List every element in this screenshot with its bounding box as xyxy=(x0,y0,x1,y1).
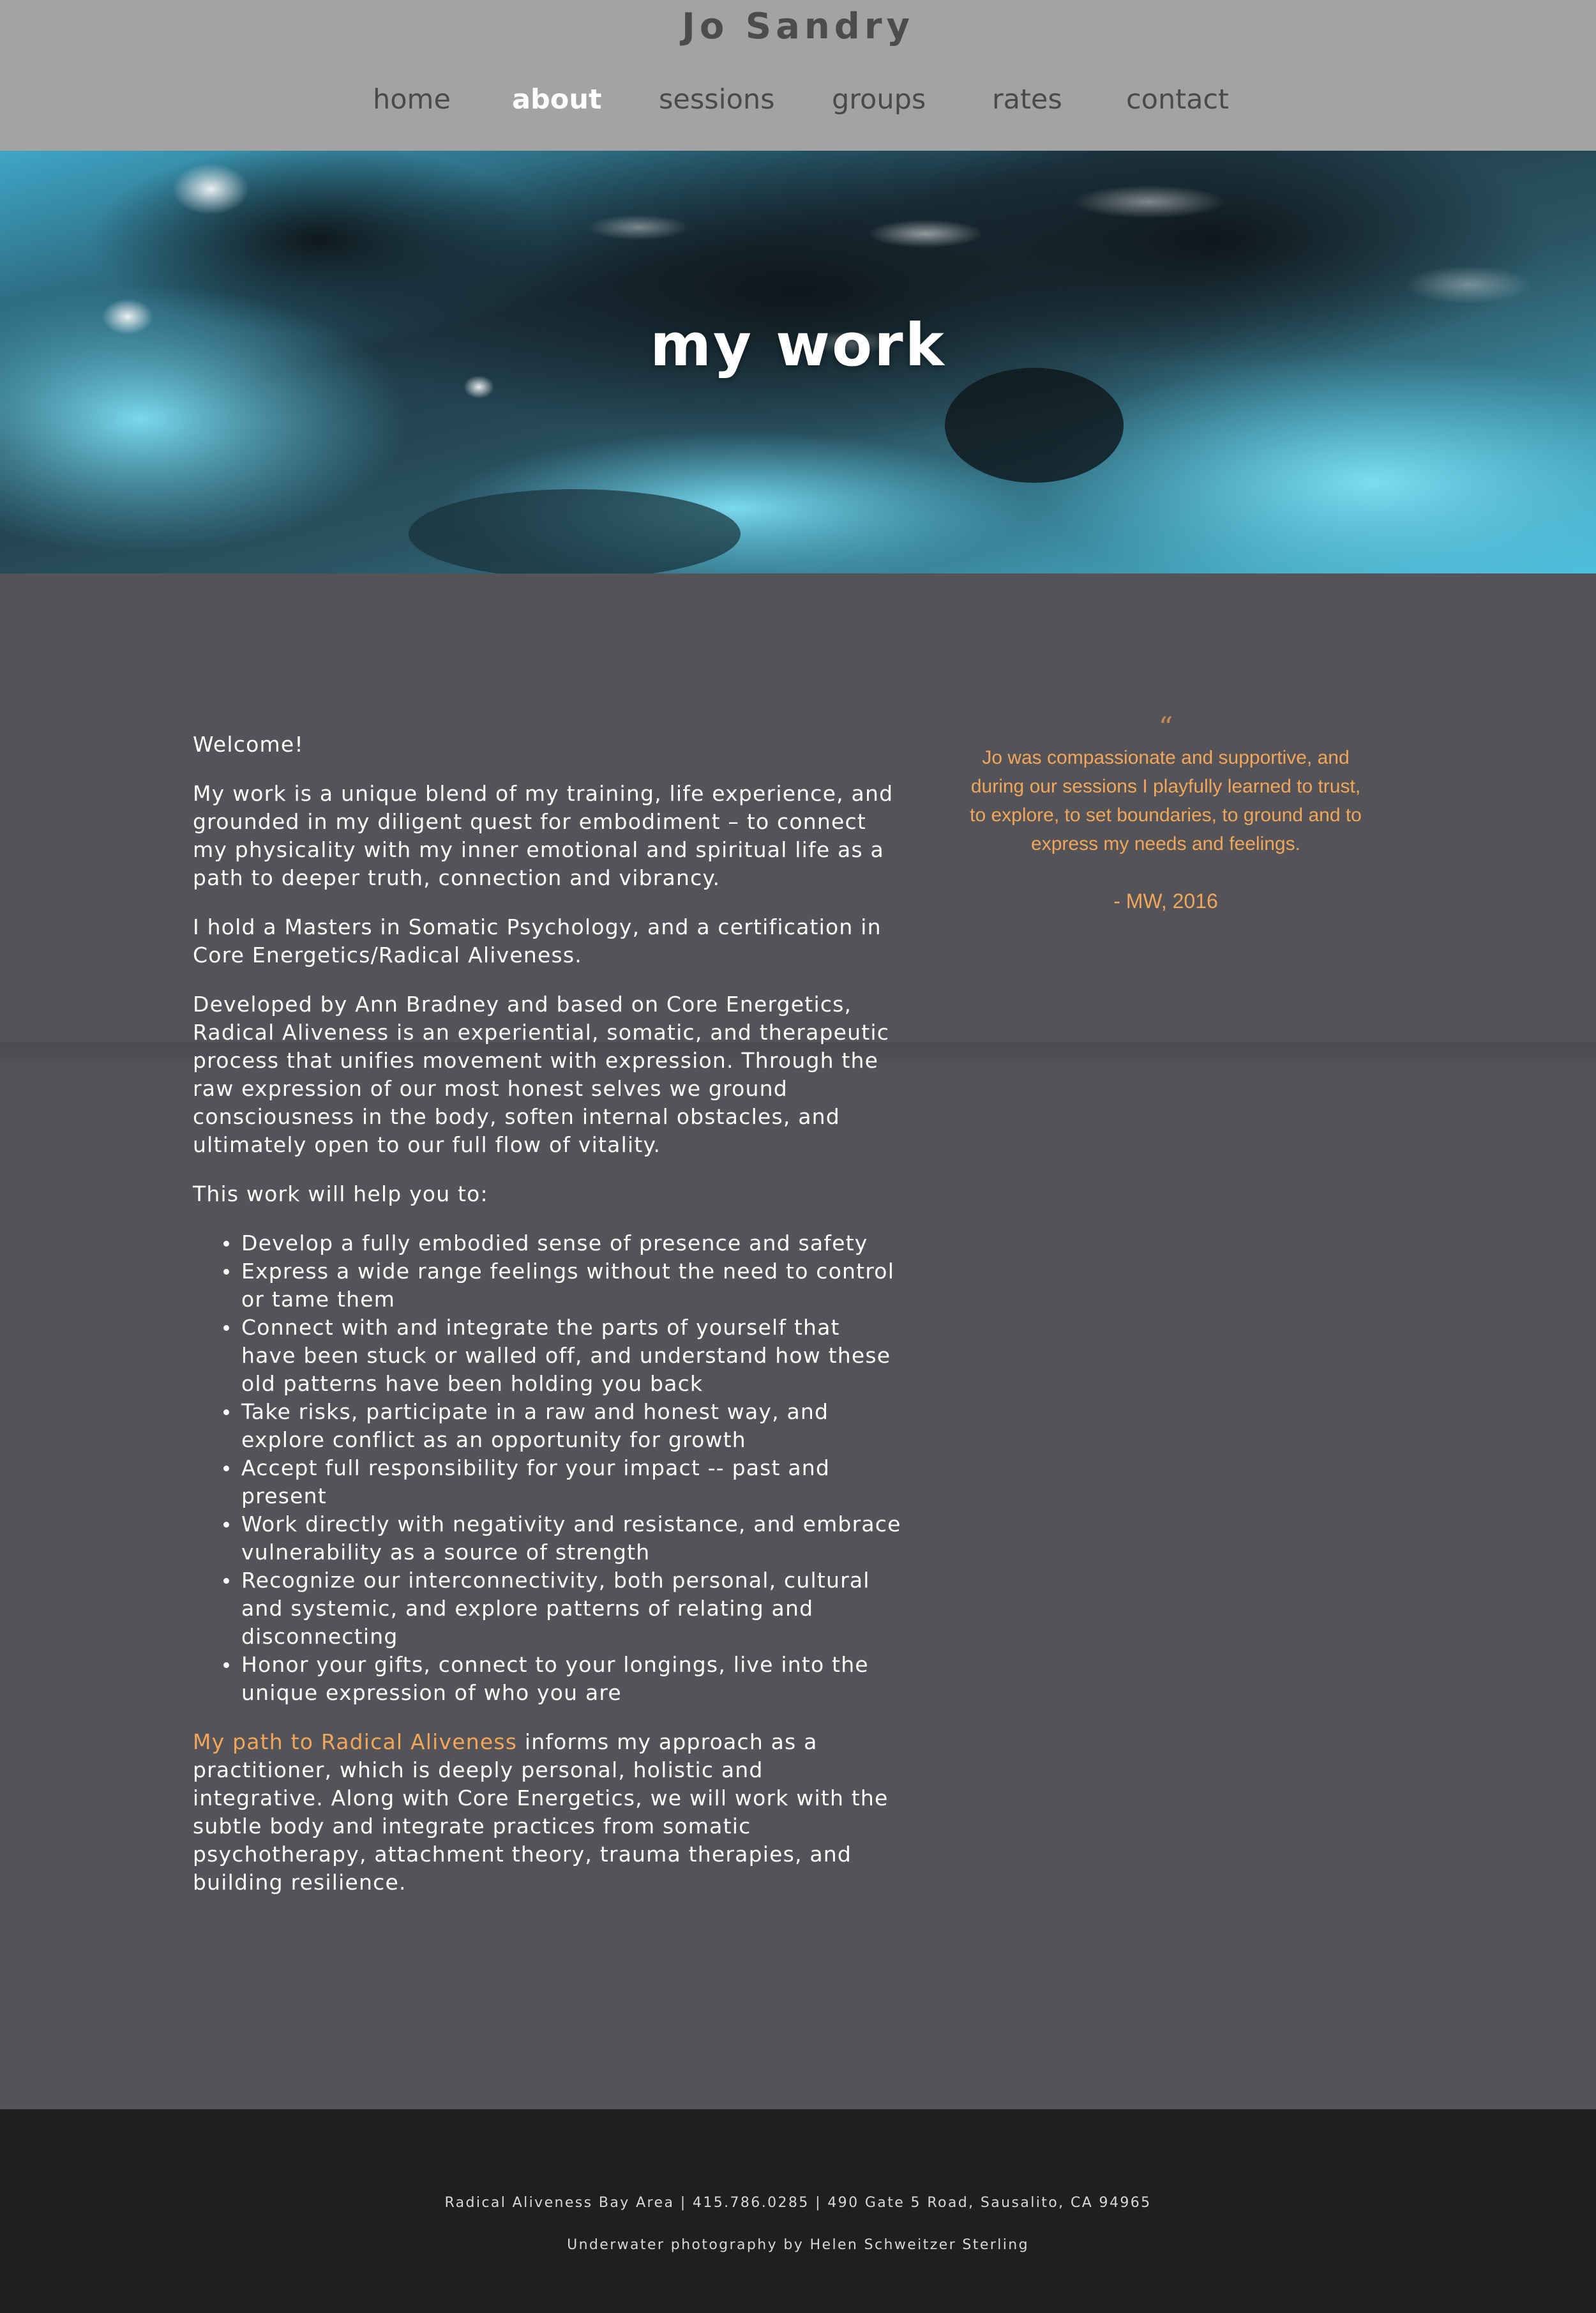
quote-mark-icon: “ xyxy=(1158,711,1173,744)
closing-text: informs my approach as a practitioner, which is deeply personal, holistic and integrative. Along with Core Energetics, we will work with the subtle body and integrate practices from somatic psychotherapy, attachment theory, trauma therapies, and building resilience. xyxy=(193,1729,889,1895)
hero-banner xyxy=(0,151,1596,573)
radical-aliveness-path-link[interactable]: My path to Radical Aliveness xyxy=(193,1729,518,1754)
list-item: Take risks, participate in a raw and honest way, and explore conflict as an opportunity for growth xyxy=(241,1398,901,1454)
nav-groups[interactable]: groups xyxy=(832,84,926,116)
list-item: Express a wide range feelings without the need to control or tame them xyxy=(241,1257,901,1314)
site-title-link[interactable]: Jo Sandry xyxy=(682,6,914,47)
paragraph-blend: My work is a unique blend of my training, life experience, and grounded in my diligent quest for embodiment – to connect my physicality with my inner emotional and spiritual life as a path to deeper truth, connection and vibrancy. xyxy=(193,781,894,890)
list-item: Recognize our interconnectivity, both personal, cultural and systemic, and explore patterns of relating and disconnecting xyxy=(241,1566,901,1651)
list-item: Accept full responsibility for your impact -- past and present xyxy=(241,1454,901,1510)
paragraph-radical-aliveness: Developed by Ann Bradney and based on Core Energetics, Radical Aliveness is an experiential, somatic, and therapeutic process that unifies movement with expression. Through the raw expression of our most honest selves we ground consciousness in the body, soften internal obstacles, and ultimately open to our full flow of vitality. xyxy=(193,992,890,1157)
testimonial-author: - MW, 2016 xyxy=(1113,890,1218,913)
nav-about[interactable]: about xyxy=(512,84,602,116)
site-footer xyxy=(0,2109,1596,2313)
nav-contact[interactable]: contact xyxy=(1126,84,1229,116)
list-item: Develop a fully embodied sense of presence and safety xyxy=(241,1229,901,1257)
list-intro: This work will help you to: xyxy=(193,1181,488,1206)
testimonial xyxy=(961,711,1370,915)
testimonial-text: Jo was compassionate and supportive, and during our sessions I playfully learned to trust, to explore, to set boundaries, to ground and to express my needs and feelings. xyxy=(970,747,1362,854)
benefits-list xyxy=(193,1229,901,1707)
about-text xyxy=(193,731,901,1918)
main-content xyxy=(0,573,1596,2109)
welcome-heading: Welcome! xyxy=(193,732,304,757)
nav-home[interactable]: home xyxy=(373,84,451,116)
nav-sessions[interactable]: sessions xyxy=(659,84,775,116)
footer-contact-info: Radical Aliveness Bay Area | 415.786.0285 | 490 Gate 5 Road, Sausalito, CA 94965 xyxy=(444,2195,1152,2211)
footer-photo-credit: Underwater photography by Helen Schweitzer Sterling xyxy=(567,2237,1029,2253)
nav-rates[interactable]: rates xyxy=(992,84,1062,116)
site-header xyxy=(0,0,1596,151)
list-item: Work directly with negativity and resistance, and embrace vulnerability as a source of strength xyxy=(241,1510,901,1566)
paragraph-masters: I hold a Masters in Somatic Psychology, and a certification in Core Energetics/Radical Aliveness. xyxy=(193,914,882,967)
closing-paragraph xyxy=(193,1728,901,1897)
main-nav xyxy=(0,79,1596,120)
list-item: Connect with and integrate the parts of yourself that have been stuck or walled off, and understand how these old patterns have been holding you back xyxy=(241,1314,901,1398)
hero-title: my work xyxy=(650,311,946,379)
list-item: Honor your gifts, connect to your longings, live into the unique expression of who you are xyxy=(241,1651,901,1707)
